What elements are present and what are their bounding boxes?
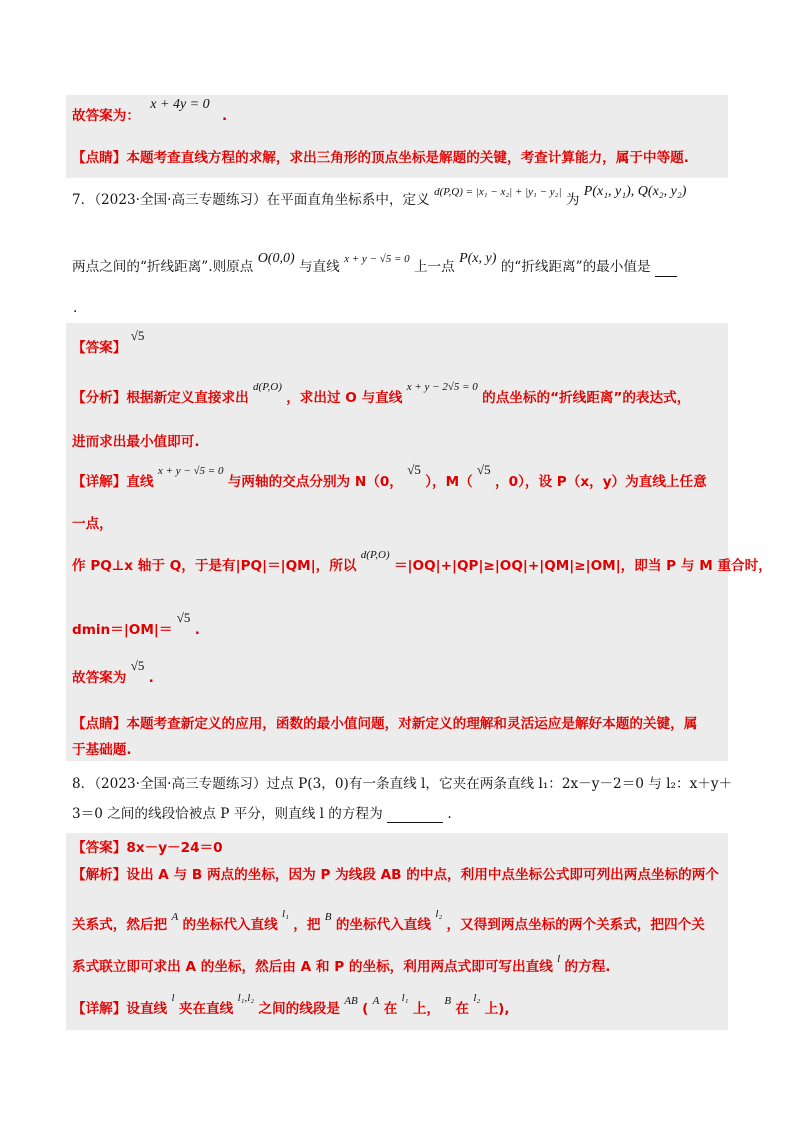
prev-comment: 【点睛】本题考查直线方程的求解，求出三角形的顶点坐标是解题的关键，考查计算能力，属于中等题.: [72, 150, 689, 166]
q7-final-answer: 故答案为 √5 .: [72, 658, 154, 686]
q8-analysis-line1: 【解析】设出 A 与 B 两点的坐标，因为 P 为线段 AB 的中点，利用中点坐标公式即可列出两点坐标的两个: [72, 867, 719, 883]
q8-detail-line1: 【详解】设直线 $^l$ 夹在直线 $^{l_1,l_2}$ 之间的线段是 $^{AB}$ ( $^A$ 在 $^{l_1}$ 上， $^B$ 在 $^{l_2}$ 上),: [72, 992, 510, 1017]
prev-answer-line: 故答案为： x + 4y = 0 .: [72, 97, 228, 124]
q7-detail-line2: 一点，: [72, 516, 113, 532]
q8-answer: 【答案】8x－y－24＝0: [72, 840, 223, 856]
point-p: P(x, y): [459, 251, 497, 266]
points-pq: P(x₁, y₁), Q(x₂, y₂): [583, 184, 687, 199]
q7-detail-line1: 【详解】直线 $^{x + y - √5 = 0}$ 与两轴的交点分别为 N（0， √5 ），M（ √5 ，0），设 P（x，y）为直线上任意: [72, 462, 707, 490]
q8-analysis-line3: 系式联立即可求出 A 的坐标，然后由 A 和 P 的坐标，利用两点式即可写出直线 $^l$ 的方程.: [72, 953, 611, 975]
answer-sqrt5: √5: [130, 328, 145, 343]
q7-stem-line1: 7．（2023·全国·高三专题练习）在平面直角坐标系中，定义 $^{d(P,Q) = |x_1 - x_2| + |y_1 - y_2|}$ 为 P(x₁, y₁), Q(x₂, y₂): [72, 184, 687, 208]
origin-point: O(0,0): [257, 251, 295, 266]
q8-stem-line1: 8．（2023·全国·高三专题练习）过点 P(3，0)有一条直线 l，它夹在两条直线 l₁：2x－y－2＝0 与 l₂：x＋y＋: [72, 776, 733, 792]
distance-definition: d(P,Q) = |x₁ − x₂| + |y₁ − y₂|: [434, 186, 562, 198]
q7-analysis-cont: 进而求出最小值即可.: [72, 434, 200, 450]
q7-stem-line2: 两点之间的“折线距离”.则原点 O(0,0) 与直线 $^{x + y - √5 = 0}$ 上一点 P(x, y) 的“折线距离”的最小值是: [72, 258, 677, 277]
answer-expression: x + 4y = 0: [150, 97, 210, 112]
line-equation: x + y − √5 = 0: [344, 253, 410, 265]
q8-stem-line2: 3＝0 之间的线段恰被点 P 平分，则直线 l 的方程为 .: [72, 806, 452, 822]
answer-blank-q8: [387, 808, 443, 823]
q7-dmin: dmin＝|OM|＝ √5 .: [72, 610, 200, 638]
q7-detail-line3: 作 PQ⊥x 轴于 Q，于是有|PQ|＝|QM|，所以 $^{d(P,O)}$ ＝|OQ|+|QP|≥|OQ|+|QM|≥|OM|，即当 P 与 M 重合时，: [72, 549, 772, 574]
q7-answer: 【答案】 √5: [72, 328, 145, 356]
q7-analysis: 【分析】根据新定义直接求出 $^{d(P,O)}$ ，求出过 O 与直线 $^{x + y - 2√5 = 0}$ 的点坐标的“折线距离”的表达式，: [72, 381, 691, 406]
q8-analysis-line2: 关系式，然后把 $^A$ 的坐标代入直线 $^{l_1}$ ，把 $^B$ 的坐标代入直线 $^{l_2}$ ，又得到两点坐标的两个关系式，把四个关: [72, 908, 705, 933]
answer-blank: [655, 262, 677, 277]
q7-comment-line2: 于基础题.: [72, 742, 132, 758]
q7-stem-end: .: [73, 300, 78, 316]
q7-comment-line1: 【点睛】本题考查新定义的应用，函数的最小值问题，对新定义的理解和灵活运应是解好本题的关键，属: [72, 716, 698, 732]
